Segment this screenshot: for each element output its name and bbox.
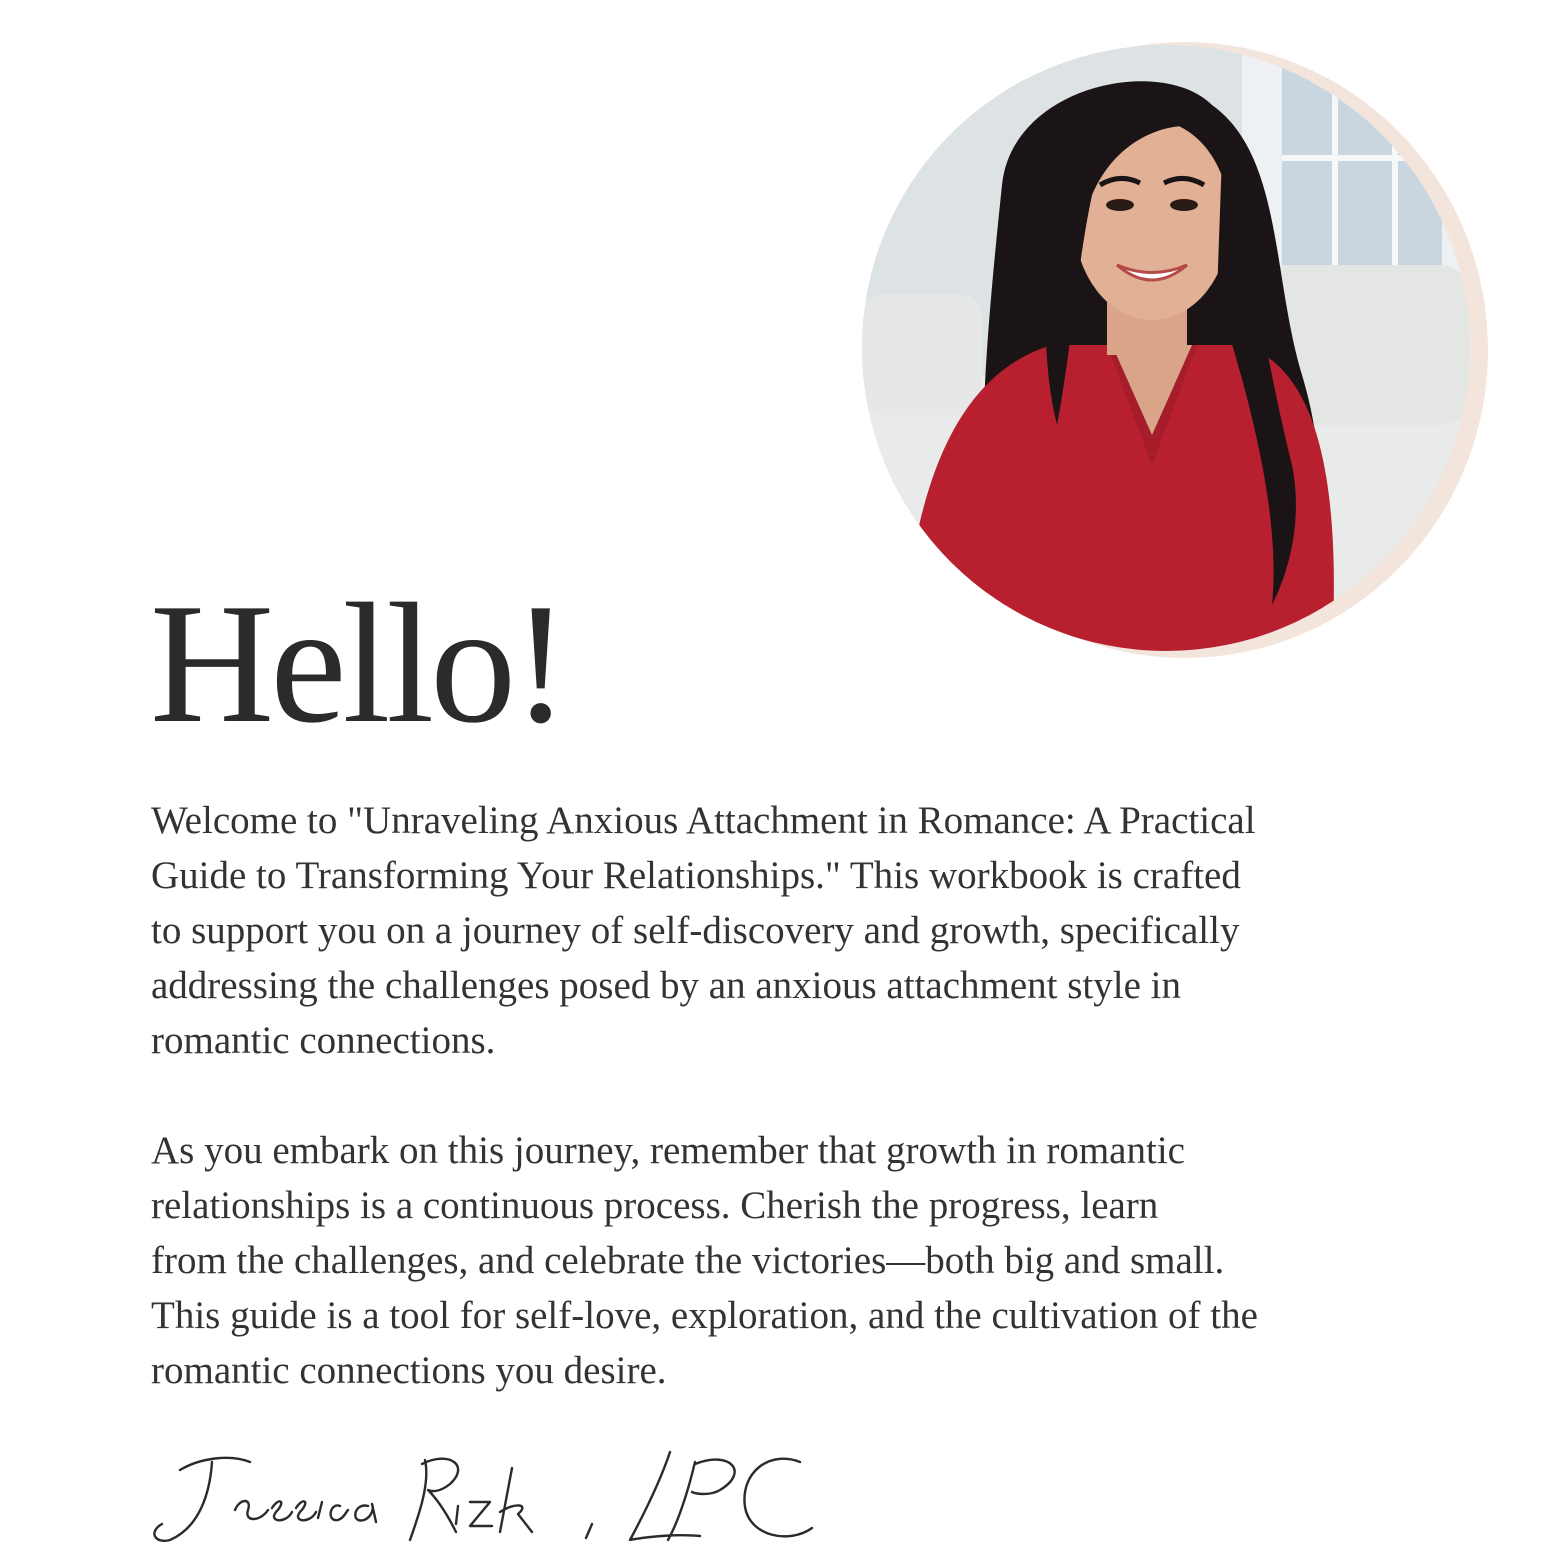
page-heading: Hello! xyxy=(150,569,566,759)
author-photo xyxy=(862,45,1470,651)
intro-paragraph: Welcome to "Unraveling Anxious Attachment in Romance: A Practical Guide to Transforming Your Relationships." This workbook is crafted to support you on a journey of self-discovery and growth, specifically addressing the challenges posed by an anxious attachment style in romantic connections. xyxy=(151,799,1256,1062)
signature-graphic xyxy=(140,1432,840,1545)
closing-paragraph: As you embark on this journey, remember that growth in romantic relationships is a continuous process. Cherish the progress, learn from the challenges, and celebrate the victories—both big and small. This guide is a tool for self-love, exploration, and the cultivation of the romantic connections you desire. xyxy=(151,1129,1258,1392)
author-signature xyxy=(140,1432,840,1545)
author-portrait xyxy=(862,42,1488,658)
author-photo-illustration xyxy=(862,45,1470,651)
